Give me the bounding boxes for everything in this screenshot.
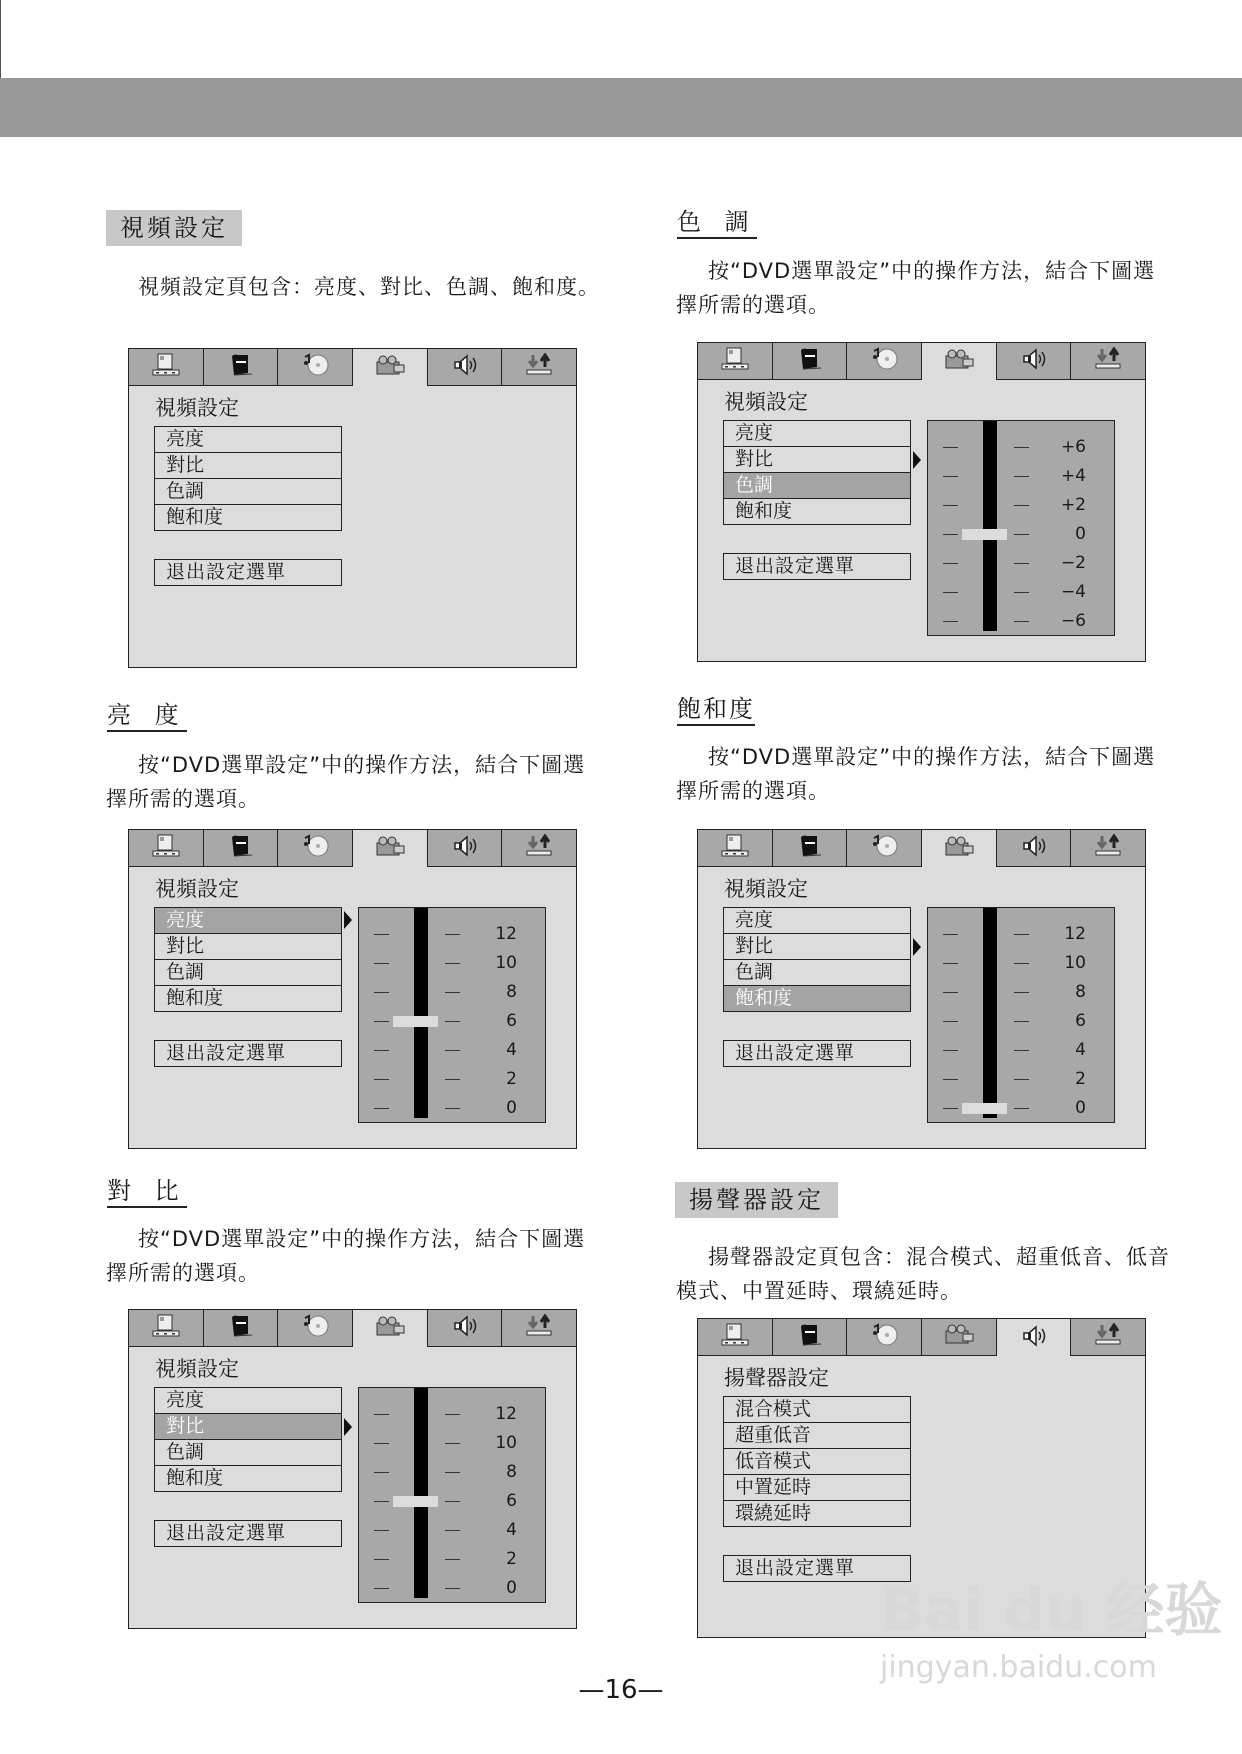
language-icon bbox=[795, 834, 825, 862]
pointer-arrow-icon bbox=[913, 451, 921, 469]
tab-audio-disc[interactable] bbox=[278, 1310, 353, 1347]
tick-right bbox=[1014, 1021, 1029, 1022]
language-icon bbox=[226, 834, 256, 862]
slider-track bbox=[414, 908, 428, 1118]
tab-system[interactable] bbox=[698, 343, 773, 380]
tab-audio-disc[interactable] bbox=[847, 1319, 922, 1356]
exit-setup-menu-button[interactable]: 退出設定選單 bbox=[154, 1520, 342, 1547]
menu-item[interactable]: 色調 bbox=[155, 959, 341, 985]
tab-language[interactable] bbox=[204, 830, 279, 867]
tab-audio-disc[interactable] bbox=[847, 830, 922, 867]
tick-left bbox=[943, 476, 958, 477]
osd-panel-contrast bbox=[128, 1309, 577, 1629]
panel-title: 揚聲器設定 bbox=[724, 1366, 829, 1390]
tick-left bbox=[374, 1501, 389, 1502]
slider-label: 0 bbox=[506, 1578, 517, 1598]
slider-label: 0 bbox=[1075, 524, 1086, 544]
tab-audio-disc[interactable] bbox=[278, 830, 353, 867]
settings-menu bbox=[723, 420, 911, 525]
menu-item[interactable]: 亮度 bbox=[166, 1389, 205, 1411]
tick-left bbox=[943, 992, 958, 993]
tab-digital[interactable] bbox=[502, 830, 576, 867]
slider-label: 12 bbox=[495, 1404, 517, 1424]
tick-left bbox=[943, 1108, 958, 1109]
video-icon bbox=[374, 1315, 406, 1343]
tab-speaker[interactable] bbox=[428, 349, 503, 386]
menu-item[interactable]: 對比 bbox=[155, 452, 341, 478]
slider-label: 10 bbox=[1064, 953, 1086, 973]
tick-right bbox=[445, 1021, 460, 1022]
tick-left bbox=[374, 1588, 389, 1589]
tick-right bbox=[445, 1050, 460, 1051]
level-slider[interactable] bbox=[358, 1387, 546, 1603]
tab-audio-disc[interactable] bbox=[847, 343, 922, 380]
contrast-paragraph bbox=[106, 1222, 606, 1290]
slider-knob[interactable] bbox=[962, 529, 1007, 540]
slider-label: 4 bbox=[506, 1520, 517, 1540]
menu-item[interactable]: 對比 bbox=[155, 933, 341, 959]
system-icon bbox=[151, 353, 181, 381]
digital-icon bbox=[524, 1314, 554, 1342]
tick-left bbox=[374, 1443, 389, 1444]
brightness-paragraph-text: 按“DVD選單設定”中的操作方法，結合下圖選擇所需的選項。 bbox=[106, 753, 586, 811]
tick-right bbox=[1014, 447, 1029, 448]
tick-left bbox=[943, 505, 958, 506]
menu-item[interactable]: 色調 bbox=[155, 478, 341, 504]
tab-bar bbox=[698, 343, 1145, 380]
tick-left bbox=[374, 1050, 389, 1051]
slider-label: 6 bbox=[506, 1011, 517, 1031]
tab-digital[interactable] bbox=[1071, 343, 1145, 380]
tab-speaker[interactable] bbox=[997, 830, 1072, 867]
slider-track bbox=[414, 1388, 428, 1598]
video-icon bbox=[943, 1323, 975, 1351]
settings-menu bbox=[154, 907, 342, 1012]
slider-label: 12 bbox=[495, 924, 517, 944]
tick-left bbox=[943, 963, 958, 964]
tab-video[interactable] bbox=[922, 1319, 997, 1356]
menu-item[interactable]: 飽和度 bbox=[724, 985, 910, 1011]
level-slider[interactable] bbox=[358, 907, 546, 1123]
language-icon bbox=[226, 1314, 256, 1342]
slider-track bbox=[983, 421, 997, 631]
tab-language[interactable] bbox=[773, 343, 848, 380]
tick-right bbox=[1014, 621, 1029, 622]
tab-speaker[interactable] bbox=[428, 1310, 503, 1347]
menu-item[interactable]: 飽和度 bbox=[155, 1465, 341, 1491]
tab-video[interactable] bbox=[353, 830, 428, 867]
slider-label: 0 bbox=[506, 1098, 517, 1118]
slider-label: 8 bbox=[1075, 982, 1086, 1002]
tick-right bbox=[445, 1443, 460, 1444]
panel-title: 視頻設定 bbox=[724, 877, 808, 901]
tab-language[interactable] bbox=[204, 349, 279, 386]
brightness-paragraph bbox=[106, 748, 606, 816]
tab-audio-disc[interactable] bbox=[278, 349, 353, 386]
tick-left bbox=[943, 1079, 958, 1080]
menu-item[interactable]: 對比 bbox=[724, 446, 910, 472]
section-heading-saturation: 飽和度 bbox=[677, 694, 755, 726]
tab-bar bbox=[129, 830, 576, 867]
settings-menu bbox=[723, 1396, 911, 1527]
menu-item[interactable]: 飽和度 bbox=[155, 985, 341, 1011]
system-icon bbox=[720, 347, 750, 375]
tick-right bbox=[1014, 1108, 1029, 1109]
tick-right bbox=[1014, 934, 1029, 935]
tab-bar bbox=[129, 1310, 576, 1347]
settings-menu bbox=[154, 1387, 342, 1492]
audio-disc-icon bbox=[869, 1323, 899, 1351]
tick-right bbox=[1014, 534, 1029, 535]
slider-label: 4 bbox=[1075, 1040, 1086, 1060]
exit-setup-menu-button[interactable]: 退出設定選單 bbox=[723, 1555, 911, 1582]
tick-right bbox=[445, 992, 460, 993]
panel-title: 視頻設定 bbox=[155, 396, 239, 420]
tab-digital[interactable] bbox=[1071, 830, 1145, 867]
tick-right bbox=[1014, 505, 1029, 506]
section-heading-hue: 色 調 bbox=[677, 207, 757, 239]
system-icon bbox=[720, 834, 750, 862]
audio-disc-icon bbox=[869, 347, 899, 375]
saturation-paragraph bbox=[676, 740, 1176, 808]
slider-label: 2 bbox=[506, 1549, 517, 1569]
tick-right bbox=[445, 1588, 460, 1589]
tick-left bbox=[943, 563, 958, 564]
video-icon bbox=[943, 835, 975, 863]
tab-bar bbox=[698, 1319, 1145, 1356]
tab-bar bbox=[698, 830, 1145, 867]
audio-disc-icon bbox=[869, 834, 899, 862]
tick-left bbox=[374, 992, 389, 993]
osd-panel-brightness bbox=[128, 829, 577, 1149]
slider-label: −4 bbox=[1060, 582, 1086, 602]
language-icon bbox=[795, 1323, 825, 1351]
menu-item[interactable]: 飽和度 bbox=[155, 504, 341, 530]
digital-icon bbox=[1093, 347, 1123, 375]
tab-language[interactable] bbox=[773, 1319, 848, 1356]
pointer-arrow-icon bbox=[344, 911, 352, 929]
tick-left bbox=[374, 934, 389, 935]
tab-speaker[interactable] bbox=[997, 1319, 1072, 1356]
tick-right bbox=[445, 1079, 460, 1080]
tick-right bbox=[1014, 1050, 1029, 1051]
tick-right bbox=[445, 1559, 460, 1560]
digital-icon bbox=[1093, 834, 1123, 862]
tick-left bbox=[943, 592, 958, 593]
tick-left bbox=[374, 1079, 389, 1080]
language-icon bbox=[226, 353, 256, 381]
audio-disc-icon bbox=[300, 834, 330, 862]
speaker-icon bbox=[450, 1314, 480, 1342]
menu-item[interactable]: 色調 bbox=[155, 1439, 341, 1465]
system-icon bbox=[720, 1323, 750, 1351]
tick-right bbox=[445, 934, 460, 935]
digital-icon bbox=[524, 353, 554, 381]
speaker-icon bbox=[1019, 834, 1049, 862]
tab-system[interactable] bbox=[129, 1310, 204, 1347]
tick-left bbox=[374, 1108, 389, 1109]
pointer-arrow-icon bbox=[913, 938, 921, 956]
menu-item[interactable]: 中置延時 bbox=[724, 1474, 910, 1500]
level-slider[interactable] bbox=[927, 420, 1115, 636]
exit-setup-menu-button[interactable]: 退出設定選單 bbox=[154, 1040, 342, 1067]
speaker-icon bbox=[450, 353, 480, 381]
tick-right bbox=[1014, 963, 1029, 964]
tab-system[interactable] bbox=[129, 830, 204, 867]
system-icon bbox=[151, 1314, 181, 1342]
tick-left bbox=[943, 621, 958, 622]
menu-item[interactable]: 飽和度 bbox=[724, 498, 910, 524]
tick-right bbox=[445, 963, 460, 964]
video-icon bbox=[374, 835, 406, 863]
slider-label: 12 bbox=[1064, 924, 1086, 944]
slider-label: −2 bbox=[1060, 553, 1086, 573]
tab-speaker[interactable] bbox=[428, 830, 503, 867]
tick-right bbox=[1014, 992, 1029, 993]
menu-item[interactable]: 環繞延時 bbox=[724, 1500, 910, 1526]
tick-left bbox=[943, 1021, 958, 1022]
tick-left bbox=[374, 1021, 389, 1022]
slider-label: 0 bbox=[1075, 1098, 1086, 1118]
tick-right bbox=[1014, 592, 1029, 593]
panel-title: 視頻設定 bbox=[155, 1357, 239, 1381]
slider-label: 8 bbox=[506, 982, 517, 1002]
section-heading-contrast: 對 比 bbox=[107, 1176, 187, 1208]
tab-digital[interactable] bbox=[502, 349, 576, 386]
menu-item[interactable]: 亮度 bbox=[166, 428, 205, 450]
slider-label: +4 bbox=[1060, 466, 1086, 486]
menu-item[interactable]: 色調 bbox=[724, 959, 910, 985]
section-heading-speaker: 揚聲器設定 bbox=[675, 1182, 838, 1218]
tick-left bbox=[943, 534, 958, 535]
speaker-paragraph bbox=[676, 1240, 1176, 1308]
digital-icon bbox=[524, 834, 554, 862]
tick-right bbox=[1014, 476, 1029, 477]
slider-knob[interactable] bbox=[393, 1496, 438, 1507]
tab-video[interactable] bbox=[353, 349, 428, 386]
audio-disc-icon bbox=[300, 1314, 330, 1342]
menu-item[interactable]: 亮度 bbox=[735, 909, 774, 931]
tab-video[interactable] bbox=[922, 343, 997, 380]
tick-right bbox=[1014, 1079, 1029, 1080]
osd-panel-hue bbox=[697, 342, 1146, 662]
tick-right bbox=[445, 1530, 460, 1531]
tick-left bbox=[374, 963, 389, 964]
tick-right bbox=[445, 1108, 460, 1109]
video-icon bbox=[943, 348, 975, 376]
menu-item[interactable]: 低音模式 bbox=[724, 1448, 910, 1474]
watermark-logo: Bai du 经验 bbox=[880, 1576, 1223, 1644]
page-edge-line bbox=[0, 0, 1, 78]
tick-left bbox=[943, 447, 958, 448]
slider-label: 8 bbox=[506, 1462, 517, 1482]
audio-disc-icon bbox=[300, 353, 330, 381]
system-icon bbox=[151, 834, 181, 862]
slider-label: 10 bbox=[495, 953, 517, 973]
menu-item[interactable]: 對比 bbox=[155, 1413, 341, 1439]
slider-label: −6 bbox=[1060, 611, 1086, 631]
panel-title: 視頻設定 bbox=[155, 877, 239, 901]
tab-system[interactable] bbox=[698, 830, 773, 867]
menu-item[interactable]: 亮度 bbox=[155, 908, 341, 933]
tab-digital[interactable] bbox=[502, 1310, 576, 1347]
tick-right bbox=[445, 1414, 460, 1415]
tab-language[interactable] bbox=[773, 830, 848, 867]
slider-track bbox=[983, 908, 997, 1118]
header-band bbox=[0, 78, 1242, 137]
osd-panel-saturation bbox=[697, 829, 1146, 1149]
video-paragraph bbox=[106, 270, 606, 304]
menu-item[interactable]: 色調 bbox=[724, 472, 910, 498]
section-heading-brightness: 亮 度 bbox=[107, 700, 187, 732]
tick-left bbox=[374, 1414, 389, 1415]
slider-label: 6 bbox=[1075, 1011, 1086, 1031]
slider-label: 10 bbox=[495, 1433, 517, 1453]
exit-setup-menu-button[interactable]: 退出設定選單 bbox=[723, 1040, 911, 1067]
slider-label: 2 bbox=[506, 1069, 517, 1089]
slider-label: +2 bbox=[1060, 495, 1086, 515]
speaker-icon bbox=[450, 834, 480, 862]
tab-speaker[interactable] bbox=[997, 343, 1072, 380]
tick-right bbox=[1014, 563, 1029, 564]
tick-left bbox=[374, 1472, 389, 1473]
menu-item[interactable]: 超重低音 bbox=[724, 1422, 910, 1448]
hue-paragraph-text: 按“DVD選單設定”中的操作方法，結合下圖選擇所需的選項。 bbox=[676, 259, 1156, 317]
exit-setup-menu-button[interactable]: 退出設定選單 bbox=[154, 559, 342, 586]
section-heading-video: 視頻設定 bbox=[106, 210, 242, 246]
level-slider[interactable] bbox=[927, 907, 1115, 1123]
watermark-url: jingyan.baidu.com bbox=[880, 1650, 1157, 1685]
panel-title: 視頻設定 bbox=[724, 390, 808, 414]
slider-label: +6 bbox=[1060, 437, 1086, 457]
language-icon bbox=[795, 347, 825, 375]
tab-digital[interactable] bbox=[1071, 1319, 1145, 1356]
exit-setup-menu-button[interactable]: 退出設定選單 bbox=[723, 553, 911, 580]
video-icon bbox=[374, 354, 406, 382]
speaker-icon bbox=[1019, 347, 1049, 375]
slider-label: 4 bbox=[506, 1040, 517, 1060]
page-number: —16— bbox=[578, 1675, 664, 1705]
tick-left bbox=[943, 934, 958, 935]
digital-icon bbox=[1093, 1323, 1123, 1351]
tick-left bbox=[374, 1559, 389, 1560]
tick-right bbox=[445, 1472, 460, 1473]
pointer-arrow-icon bbox=[344, 1418, 352, 1436]
video-paragraph-text: 視頻設定頁包含：亮度、對比、色調、飽和度。 bbox=[138, 275, 600, 299]
tab-video[interactable] bbox=[353, 1310, 428, 1347]
menu-item[interactable]: 對比 bbox=[724, 933, 910, 959]
tab-bar bbox=[129, 349, 576, 386]
osd-panel-video bbox=[128, 348, 577, 668]
slider-knob[interactable] bbox=[393, 1016, 438, 1027]
tick-right bbox=[445, 1501, 460, 1502]
speaker-icon bbox=[1019, 1324, 1049, 1352]
tab-video[interactable] bbox=[922, 830, 997, 867]
slider-knob[interactable] bbox=[962, 1103, 1007, 1114]
slider-label: 2 bbox=[1075, 1069, 1086, 1089]
saturation-paragraph-text: 按“DVD選單設定”中的操作方法，結合下圖選擇所需的選項。 bbox=[676, 745, 1156, 803]
menu-item[interactable]: 混合模式 bbox=[735, 1398, 812, 1420]
menu-item[interactable]: 亮度 bbox=[735, 422, 774, 444]
contrast-paragraph-text: 按“DVD選單設定”中的操作方法，結合下圖選擇所需的選項。 bbox=[106, 1227, 586, 1285]
speaker-paragraph-text: 揚聲器設定頁包含：混合模式、超重低音、低音模式、中置延時、環繞延時。 bbox=[676, 1245, 1170, 1303]
hue-paragraph bbox=[676, 254, 1176, 322]
tick-left bbox=[943, 1050, 958, 1051]
settings-menu bbox=[154, 426, 342, 531]
tab-language[interactable] bbox=[204, 1310, 279, 1347]
tab-system[interactable] bbox=[698, 1319, 773, 1356]
slider-label: 6 bbox=[506, 1491, 517, 1511]
tab-system[interactable] bbox=[129, 349, 204, 386]
settings-menu bbox=[723, 907, 911, 1012]
tick-left bbox=[374, 1530, 389, 1531]
